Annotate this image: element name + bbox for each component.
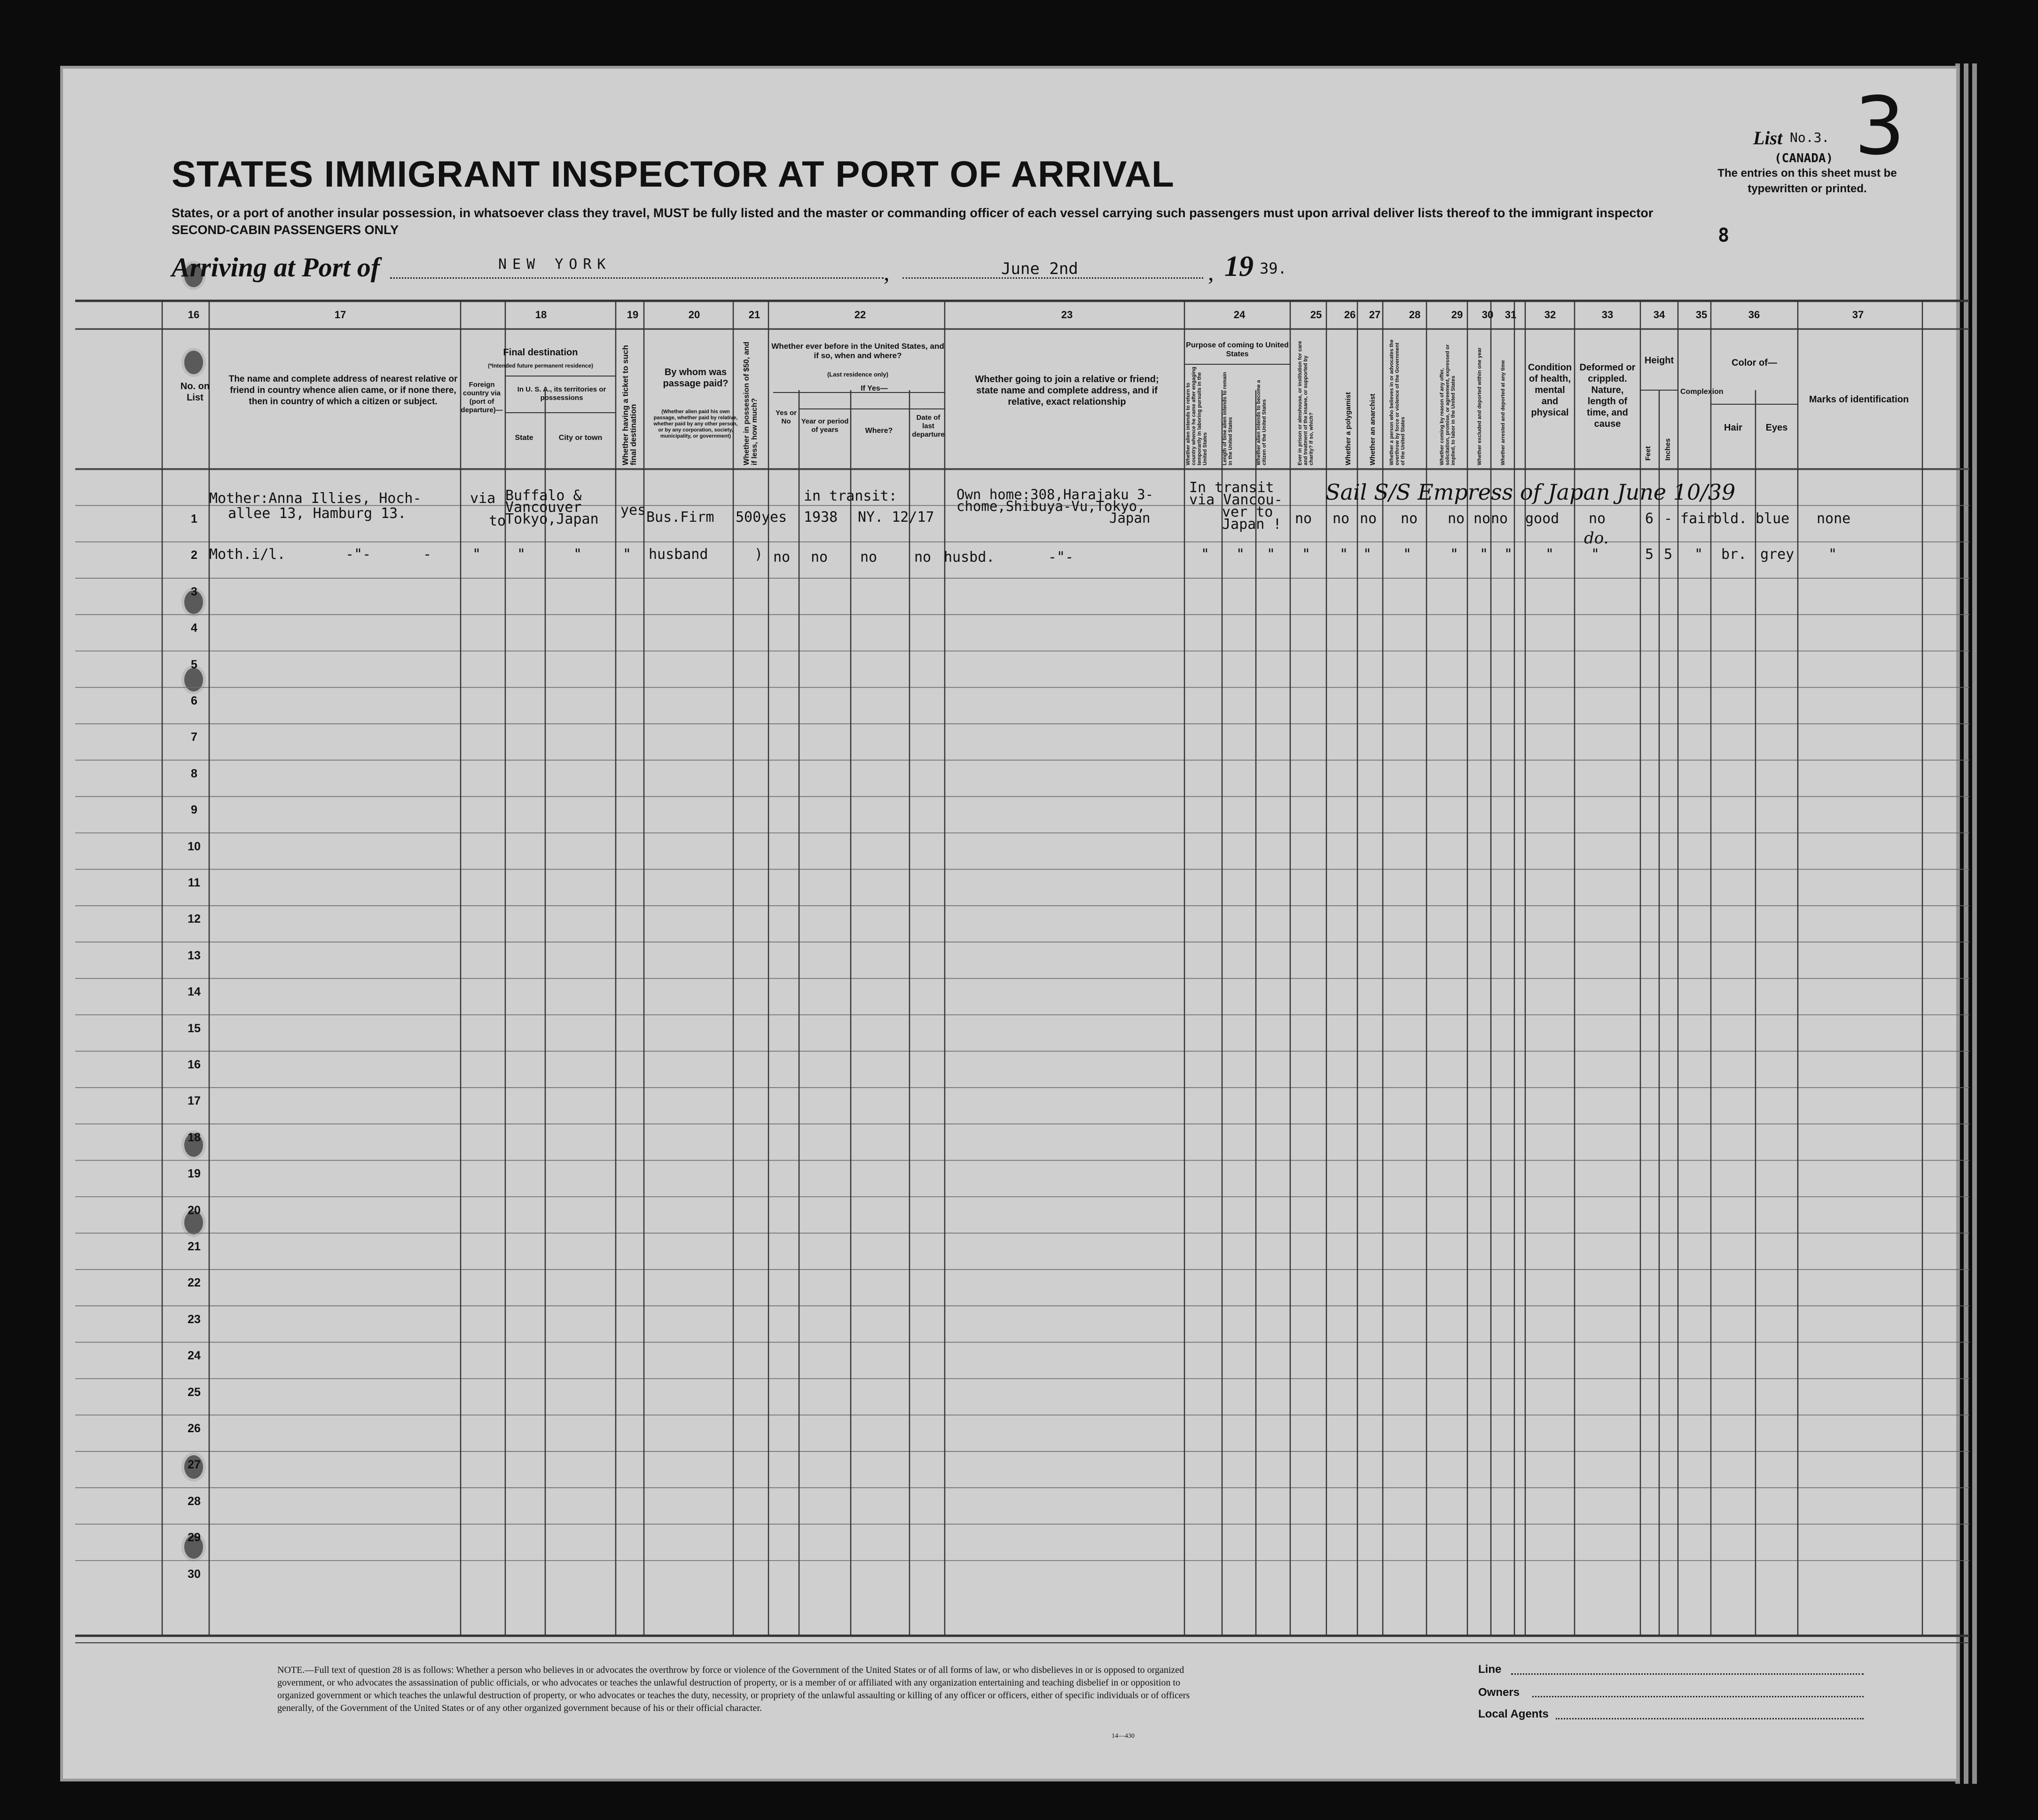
- purpose-line: Japan !: [1222, 516, 1282, 533]
- header-state: State: [515, 434, 533, 442]
- row2-ticket: ": [623, 546, 632, 563]
- header-final-destination: Final destination: [503, 347, 578, 358]
- join-line: Japan: [1109, 510, 1151, 526]
- row2-deformed: ": [1591, 546, 1600, 563]
- row2-health-note: do.: [1584, 529, 1609, 548]
- row1-marks: none: [1817, 510, 1851, 527]
- destination-line: Vancouver: [505, 499, 582, 516]
- year-prefix: 19: [1224, 251, 1254, 282]
- row1-prison: no: [1295, 510, 1312, 527]
- list-label: List: [1753, 127, 1783, 149]
- header-passage-paid: By whom was passage paid?: [663, 367, 729, 389]
- col-number: 32: [1544, 309, 1556, 321]
- row-number: 17: [188, 1094, 201, 1108]
- row2-labor-offer: ": [1450, 546, 1459, 563]
- row2-inches: 5: [1664, 546, 1673, 563]
- row1-anarchist: no: [1360, 510, 1377, 527]
- arrival-port: NEW YORK: [498, 256, 611, 273]
- col-number: 19: [627, 309, 639, 321]
- row2-via: ": [472, 546, 481, 563]
- row1-overthrow: no: [1401, 510, 1418, 527]
- col-number: 30: [1481, 309, 1494, 321]
- row1-money: 500: [736, 509, 761, 526]
- list-number: No.3.: [1790, 130, 1830, 145]
- destination-line: Buffalo &: [505, 487, 582, 504]
- row1-deformed: no: [1589, 510, 1606, 527]
- row-number: 13: [188, 949, 201, 962]
- header-marks: Marks of identification: [1809, 394, 1909, 405]
- purpose-line: ver to: [1222, 504, 1273, 520]
- row2-feet: 5: [1645, 546, 1654, 563]
- col-number: 26: [1344, 309, 1356, 321]
- col-number: 36: [1748, 309, 1760, 321]
- header-ever-before: Whether ever before in the United States, and if so, when and where?: [771, 342, 944, 360]
- row2-complexion: ": [1694, 546, 1703, 563]
- row1-destination: [505, 487, 599, 527]
- row-number: 20: [188, 1203, 201, 1217]
- row1-via-to: to: [489, 513, 506, 529]
- header-city: City or town: [558, 434, 603, 442]
- sheet-mark: 8: [1718, 225, 1730, 246]
- row1-hair: bld.: [1713, 510, 1748, 527]
- list-number-handwritten: 3: [1854, 80, 1905, 173]
- purpose-line: In transit: [1189, 479, 1274, 496]
- header-eyes: Eyes: [1765, 423, 1788, 433]
- col-number: 27: [1369, 309, 1381, 321]
- row1-join-relative: [956, 486, 1154, 526]
- row2-state: ": [517, 546, 526, 563]
- row-number: 23: [188, 1312, 201, 1326]
- row-number: 30: [188, 1567, 201, 1581]
- row1-excluded: no: [1474, 510, 1491, 527]
- row2-marks: ": [1828, 546, 1837, 563]
- col-number: 21: [748, 309, 760, 321]
- row-number: 14: [188, 985, 201, 999]
- col-number: 29: [1451, 309, 1463, 321]
- col-number: 16: [188, 309, 200, 321]
- row2-relative-ditto: -"-: [345, 546, 371, 563]
- header-foreign-country: Foreign country via (port of departure)—: [461, 381, 503, 414]
- row1-passage-paid: Bus.Firm: [646, 509, 714, 526]
- row2-health: ": [1545, 546, 1554, 563]
- row-number: 9: [191, 803, 197, 817]
- col-number: 23: [1061, 309, 1073, 321]
- header-anarchist: Whether an anarchist: [1369, 393, 1377, 465]
- header-where: Where?: [865, 427, 893, 435]
- header-money: Whether in possession of $50, and if less, how much?: [743, 341, 759, 465]
- header-overthrow: Whether a person who believes in or advocates the overthrow by force or violence of the Government of the United States: [1389, 339, 1406, 465]
- row-number: 12: [188, 912, 201, 926]
- list-country: (CANADA): [1774, 151, 1834, 165]
- row-number: 27: [188, 1458, 201, 1472]
- row1-feet: 6: [1645, 510, 1654, 527]
- row-number: 26: [188, 1422, 201, 1435]
- col-number: 33: [1601, 309, 1614, 321]
- header-purpose: Purpose of coming to United States: [1186, 341, 1289, 358]
- row-number: 21: [188, 1240, 201, 1253]
- row2-relative: Moth.i/l.: [209, 546, 286, 563]
- row2-year: no: [811, 549, 828, 565]
- header-excluded: Whether excluded and deported within one year: [1477, 347, 1482, 465]
- col-number: 22: [854, 309, 866, 321]
- header-join-relative: Whether going to join a relative or friend; state name and complete address, and if relative, exact relationship: [975, 374, 1159, 407]
- header-polygamist: Whether a polygamist: [1344, 392, 1352, 465]
- row2-ever-before: no: [773, 549, 791, 565]
- row1-in-transit: in transit:: [804, 488, 897, 504]
- row2-where: no: [860, 549, 878, 565]
- row2-join-relative: husbd.: [944, 549, 995, 565]
- form-code: 14—430: [1112, 1733, 1135, 1740]
- row2-join-ditto: -"-: [1048, 549, 1074, 565]
- header-height: Height: [1644, 355, 1674, 366]
- col-number: 37: [1852, 309, 1864, 321]
- col-number: 20: [688, 309, 700, 321]
- row1-via: via: [470, 490, 496, 507]
- row1-polygamist: no: [1333, 510, 1350, 527]
- row2-purpose-a: ": [1201, 546, 1210, 563]
- row-number: 7: [191, 730, 197, 744]
- header-purpose-return: Whether alien intends to return to country whence he came after engaging temporarily in laboring pursuits in the United States: [1185, 367, 1208, 465]
- col-number: 35: [1695, 309, 1708, 321]
- arrival-date: June 2nd: [1001, 259, 1078, 278]
- header-purpose-length: Length of time alien intends to remain in the United States: [1222, 372, 1233, 465]
- row-number: 10: [188, 839, 201, 853]
- arriving-label: Arriving at Port of: [172, 252, 380, 282]
- owners-label: Owners: [1478, 1686, 1520, 1699]
- row1-relative: [209, 491, 422, 521]
- row2-date: no: [914, 549, 932, 565]
- row-number: 11: [188, 876, 201, 889]
- row-number: 4: [191, 621, 197, 635]
- header-prison: Ever in prison or almshouse, or institution for care and treatment of the insane, or supported by charity? If so, which?: [1297, 341, 1314, 465]
- header-inches: Inches: [1664, 438, 1672, 461]
- header-usa: In U. S. A., its territories or possessions: [517, 385, 606, 402]
- header-last-departure: Date of last departure: [912, 414, 945, 439]
- row2-polygamist: ": [1340, 546, 1348, 563]
- header-year-period: Year or period of years: [801, 417, 849, 434]
- row-number: 16: [188, 1058, 201, 1071]
- header-deported: Whether arrested and deported at any time: [1500, 360, 1506, 465]
- line-underline: [1511, 1673, 1864, 1675]
- col-number: 31: [1505, 309, 1517, 321]
- header-passage-paid-sub: (Whether alien paid his own passage, whether paid by relative, whether paid by any other person, or by any corporation, society, municipality, or government): [653, 409, 738, 439]
- row1-year: 1938: [804, 509, 838, 526]
- header-no-on-list: No. on List: [180, 381, 210, 403]
- row2-hair: br.: [1721, 546, 1747, 563]
- row1-inches: -: [1664, 510, 1673, 527]
- form-subtitle: States, or a port of another insular possession, in whatsoever class they travel, MUST be fully listed and the master or commanding officer of each vessel carrying such passengers must upon arrival deliver lists thereof to the immigrant inspector: [172, 206, 1654, 220]
- row1-sailing-annotation: Sail S/S Empress of Japan June 10/39: [1325, 479, 1736, 505]
- header-ticket: Whether having a ticket to such final destination: [621, 345, 638, 465]
- row-number: 18: [188, 1130, 201, 1144]
- row1-where: NY. 12/17: [858, 509, 934, 526]
- join-line: Own home:308,Harajaku 3-: [956, 486, 1154, 502]
- row-number: 8: [191, 767, 197, 780]
- header-labor-offer: Whether coming by reason of any offer, solicitation, promise, or agreement, expressed or implied, to labor in the United States: [1439, 344, 1456, 465]
- row-number: 5: [191, 658, 197, 671]
- row-number: 24: [188, 1349, 201, 1363]
- row2-overthrow: ": [1403, 546, 1412, 563]
- row1-ticket: yes: [620, 502, 646, 518]
- form-passenger-class: SECOND-CABIN PASSENGERS ONLY: [172, 223, 399, 237]
- row2-excluded: ": [1480, 546, 1489, 563]
- header-last-residence: (Last residence only): [827, 371, 889, 378]
- row-number: 3: [191, 585, 197, 598]
- header-purpose-citizen: Whether alien intends to become a citizen of the United States: [1256, 380, 1267, 465]
- col-number: 25: [1310, 309, 1322, 321]
- row1-complexion: fair: [1680, 510, 1715, 527]
- row1-deported: no: [1491, 510, 1508, 527]
- row2-city: ": [573, 546, 582, 563]
- row-number: 2: [191, 549, 197, 562]
- year-suffix: 39.: [1260, 259, 1287, 277]
- header-if-yes: If Yes—: [861, 384, 888, 392]
- col-number: 28: [1409, 309, 1421, 321]
- relative-line: Mother:Anna Illies, Hoch-: [209, 490, 422, 507]
- row1-ever-before: yes: [761, 509, 787, 526]
- destination-line: Tokyo,Japan: [505, 511, 599, 527]
- header-feet: Feet: [1644, 446, 1652, 461]
- row2-prison: ": [1302, 546, 1311, 563]
- form-title: STATES IMMIGRANT INSPECTOR AT PORT OF ARRIVAL: [172, 153, 1175, 195]
- row1-health: good: [1525, 510, 1560, 527]
- header-final-destination-sub: (*Intended future permanent residence): [487, 362, 594, 369]
- col-number: 24: [1233, 309, 1246, 321]
- row-number: 22: [188, 1276, 201, 1290]
- row2-money: ): [754, 546, 763, 563]
- row2-deported: ": [1504, 546, 1513, 563]
- row-number: 29: [188, 1531, 201, 1545]
- comma: ,: [1208, 259, 1214, 285]
- col-number: 34: [1653, 309, 1665, 321]
- row-number: 15: [188, 1021, 201, 1035]
- row1-eyes: blue: [1756, 510, 1790, 527]
- purpose-line: via Vancou-: [1189, 492, 1283, 508]
- row2-anarchist: ": [1363, 546, 1372, 563]
- header-health: Condition of health, mental and physical: [1528, 362, 1572, 418]
- header-complexion: Complexion: [1680, 388, 1724, 396]
- row1-labor-offer: no: [1448, 510, 1465, 527]
- row2-purpose-b: ": [1236, 546, 1245, 563]
- row1-purpose: [1189, 479, 1283, 533]
- comma: ,: [884, 259, 890, 285]
- row2-purpose-c: ": [1267, 546, 1276, 563]
- typewriting-instruction: The entries on this sheet must be typewritten or printed.: [1717, 167, 1897, 195]
- row-number: 19: [188, 1167, 201, 1181]
- local-agents-label: Local Agents: [1478, 1708, 1549, 1720]
- header-yes-no: Yes or No: [775, 409, 797, 425]
- agents-underline: [1556, 1718, 1864, 1719]
- row2-passage-paid: husband: [649, 546, 708, 563]
- header-deformed: Deformed or crippled. Nature, length of time, and cause: [1579, 362, 1636, 429]
- header-color-of: Color of—: [1732, 358, 1777, 368]
- row-number: 6: [191, 694, 197, 707]
- join-line: chome,Shibuya-Vu,Tokyo,: [956, 498, 1145, 514]
- header-hair: Hair: [1724, 423, 1742, 433]
- row2-relative-dash: -: [423, 546, 432, 563]
- footnote-question-28: NOTE.—Full text of question 28 is as follows: Whether a person who believes in or advocates the overthrow by force or violence of the Government of the United States or of all forms of law, or who disbelieves in or is opposed to organized government, or who advocates the assassination of public officials, or who advocates or teaches the unlawful destruction of property, or is a member of or affiliated with any organization entertaining and teaching disbelief in or opposition to organized government or which teaches the unlawful destruction of property, or who advocates or teaches the duty, necessity, or propriety of the unlawful assaulting or killing of any officer or officers, either of specific individuals or of officers generally, of the Government of the United States or of any other organized government because of his or their official character.: [277, 1665, 1190, 1713]
- col-number: 18: [535, 309, 547, 321]
- row-number: 25: [188, 1385, 201, 1399]
- row-number: 28: [188, 1494, 201, 1508]
- relative-line: allee 13, Hamburg 13.: [228, 505, 407, 522]
- row2-eyes: grey: [1760, 546, 1795, 563]
- col-number: 17: [334, 309, 346, 321]
- line-label: Line: [1478, 1663, 1502, 1676]
- row-number: 1: [191, 512, 197, 526]
- owners-underline: [1532, 1696, 1864, 1697]
- header-nearest-relative: The name and complete address of nearest relative or friend in country whence alien came, or if none there, then in country of which a citizen or subject.: [228, 374, 458, 407]
